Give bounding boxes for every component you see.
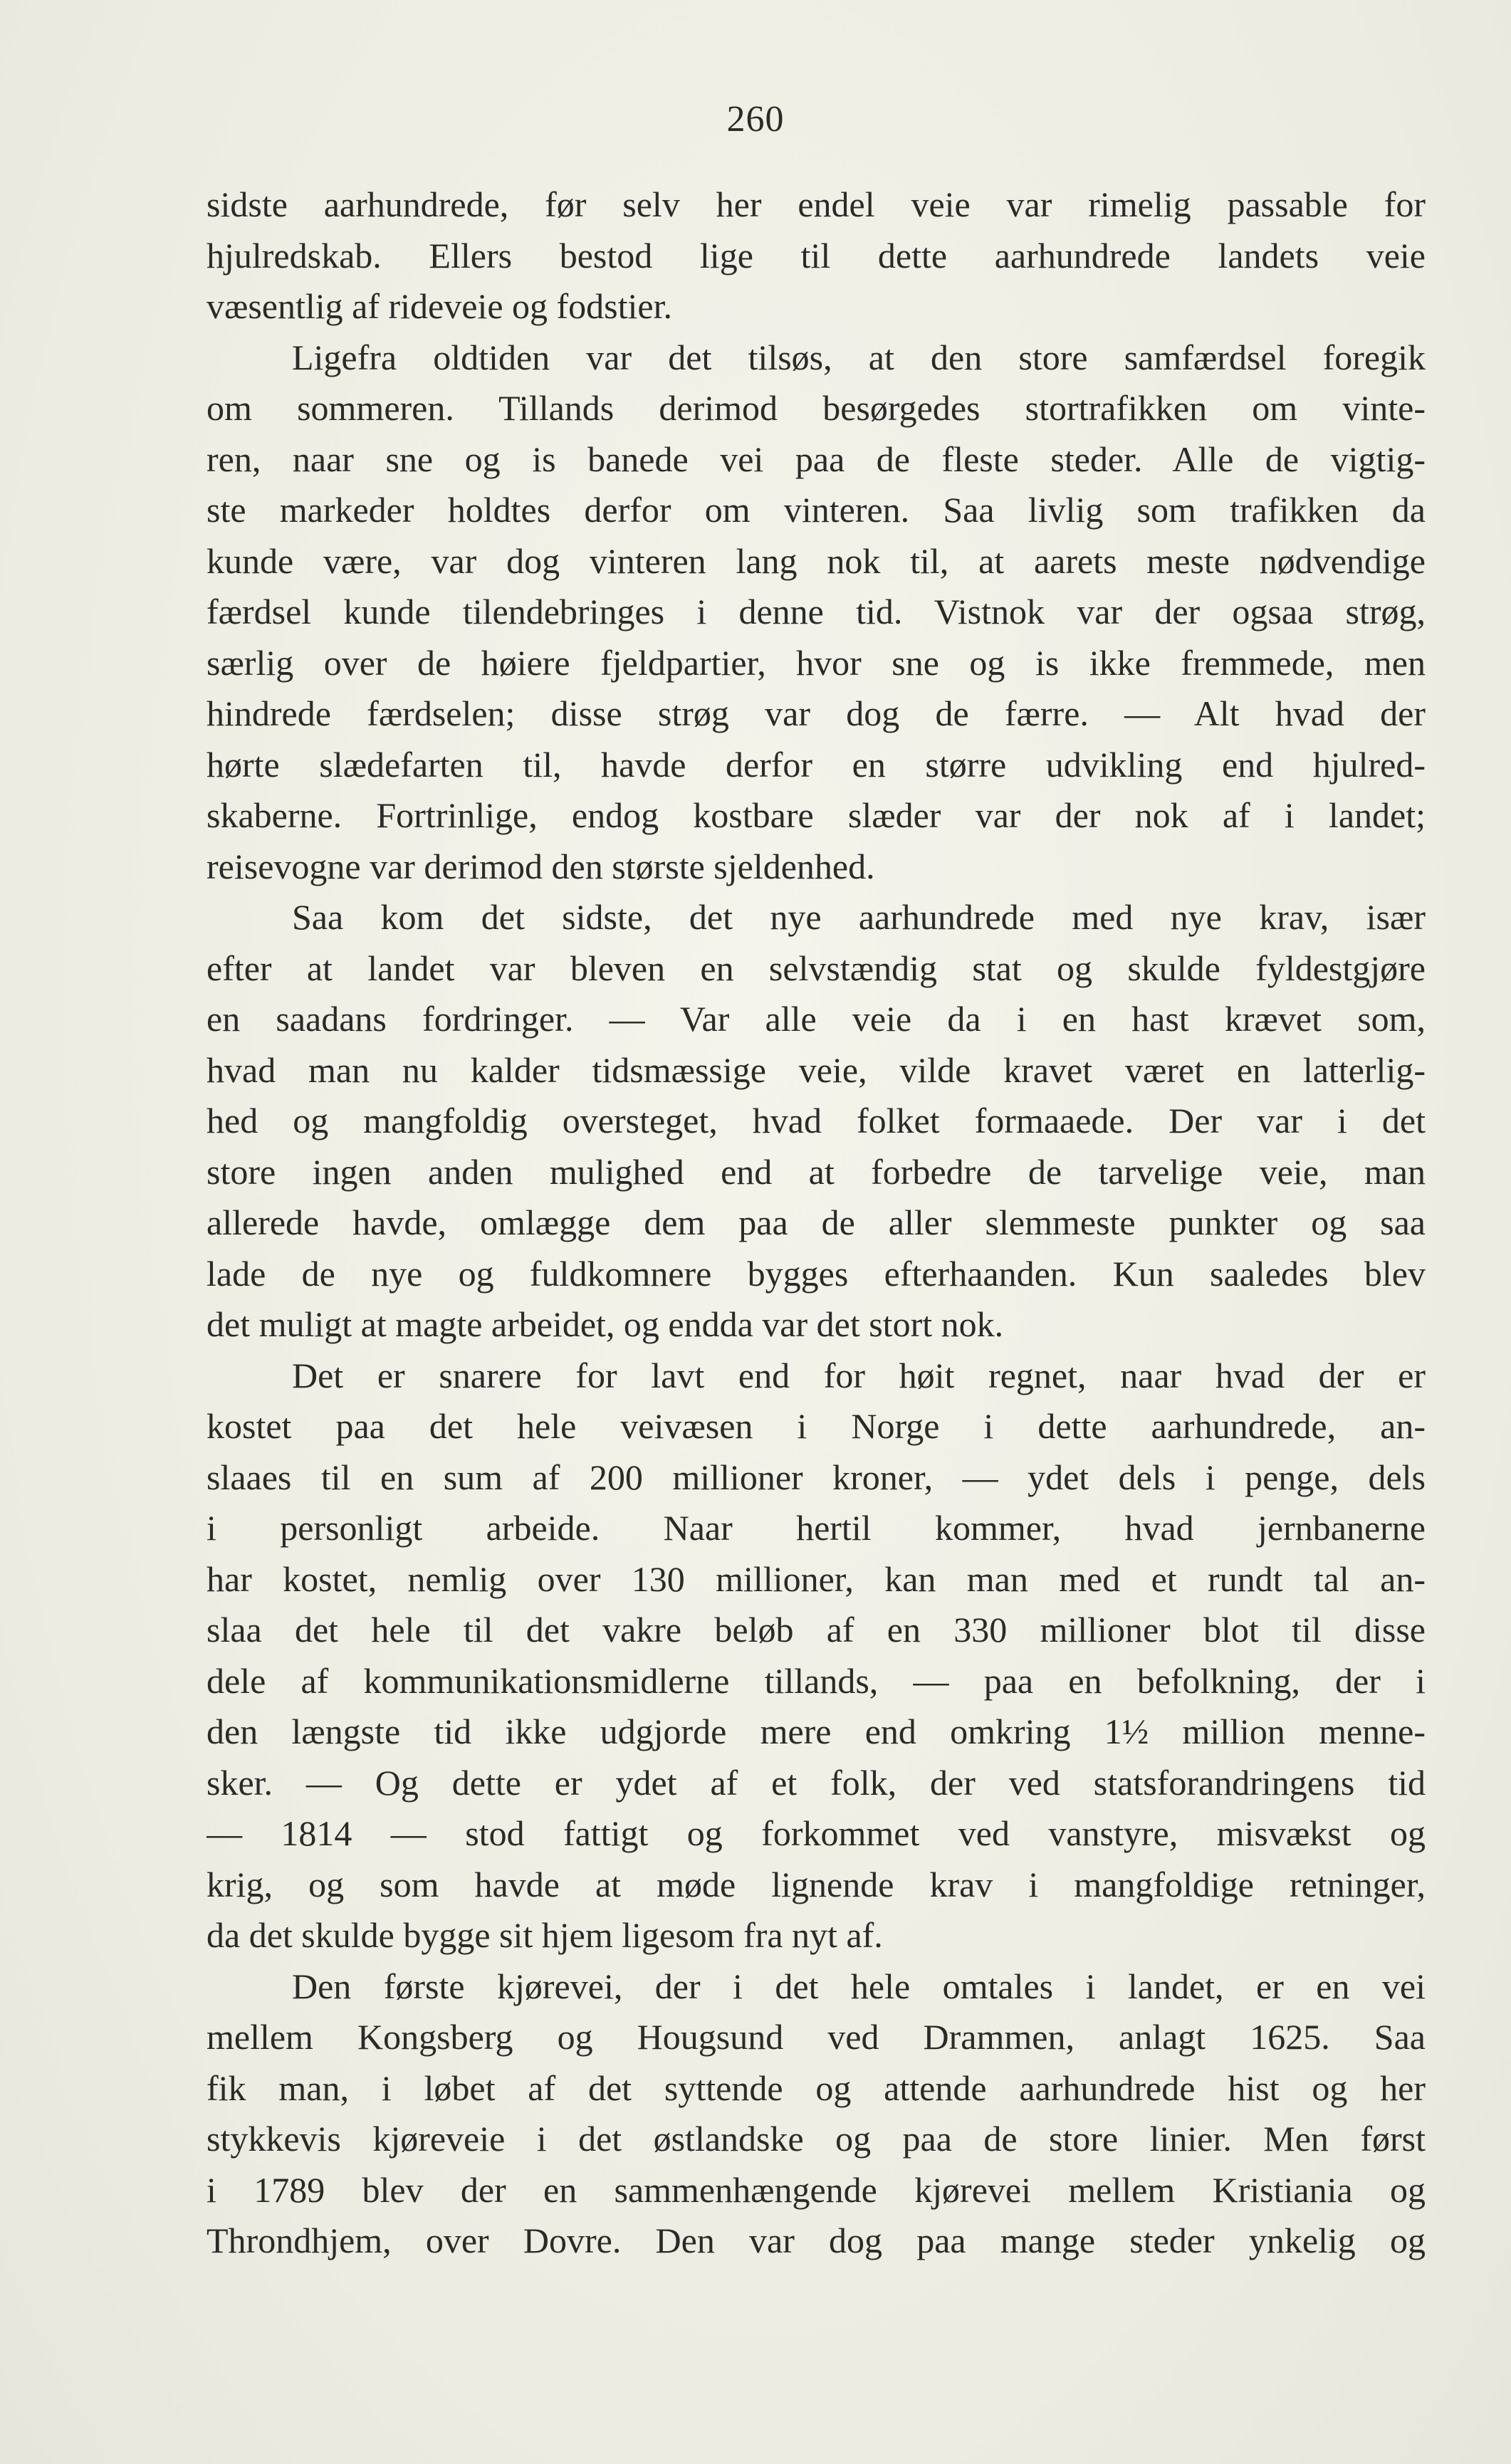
- text-line: væsentlig af rideveie og fodstier.: [206, 286, 673, 326]
- text-line: — 1814 — stod fattigt og forkommet ved vanstyre, misvækst og: [206, 1813, 1426, 1853]
- text-line: det muligt at magte arbeidet, og endda var det stort nok.: [206, 1304, 1004, 1344]
- text-line: store ingen anden mulighed end at forbedre de tarvelige veie, man: [206, 1151, 1426, 1192]
- text-line: hvad man nu kalder tidsmæssige veie, vilde kravet været en latterlig-: [206, 1049, 1426, 1090]
- text-line: Den første kjørevei, der i det hele omtales i landet, er en vei: [292, 1966, 1426, 2006]
- text-line: dele af kommunikationsmidlerne tillands, — paa en befolkning, der i: [206, 1660, 1426, 1701]
- text-line: slaa det hele til det vakre beløb af en 330 millioner blot til disse: [206, 1610, 1426, 1650]
- text-line: kostet paa det hele veivæsen i Norge i dette aarhundrede, an-: [206, 1406, 1426, 1446]
- text-line: særlig over de høiere fjeldpartier, hvor sne og is ikke fremmede, men: [206, 642, 1426, 683]
- page-number: 260: [726, 99, 785, 140]
- text-line: Saa kom det sidste, det nye aarhundrede med nye krav, især: [292, 897, 1426, 937]
- text-line: hed og mangfoldig oversteget, hvad folket formaaede. Der var i det: [206, 1101, 1426, 1141]
- text-line: stykkevis kjøreveie i det østlandske og paa de store linier. Men først: [206, 2119, 1426, 2159]
- text-line: reisevogne var derimod den største sjeldenhed.: [206, 846, 875, 886]
- text-line: har kostet, nemlig over 130 millioner, kan man med et rundt tal an-: [206, 1558, 1426, 1599]
- text-line: ren, naar sne og is banede vei paa de fleste steder. Alle de vigtig-: [206, 439, 1426, 479]
- text-line: Ligefra oldtiden var det tilsøs, at den store samfærdsel foregik: [292, 337, 1426, 377]
- text-line: hjulredskab. Ellers bestod lige til dette aarhundrede landets veie: [206, 235, 1426, 276]
- text-line: sidste aarhundrede, før selv her endel veie var rimelig passable for: [206, 184, 1426, 224]
- text-line: mellem Kongsberg og Hougsund ved Drammen, anlagt 1625. Saa: [206, 2017, 1426, 2057]
- text-line: krig, og som havde at møde lignende krav i mangfoldige retninger,: [206, 1864, 1426, 1904]
- text-line: i 1789 blev der en sammenhængende kjørevei mellem Kristiania og: [206, 2169, 1426, 2210]
- text-line: den længste tid ikke udgjorde mere end omkring 1½ million menne-: [206, 1711, 1426, 1751]
- text-line: da det skulde bygge sit hjem ligesom fra nyt af.: [206, 1915, 883, 1955]
- text-line: i personligt arbeide. Naar hertil kommer, hvad jernbanerne: [206, 1508, 1426, 1548]
- text-line: skaberne. Fortrinlige, endog kostbare slæder var der nok af i landet;: [206, 795, 1426, 835]
- text-line: slaaes til en sum af 200 millioner kroner, — ydet dels i penge, dels: [206, 1457, 1426, 1497]
- text-line: efter at landet var bleven en selvstændig stat og skulde fyldestgjøre: [206, 948, 1426, 988]
- text-line: Det er snarere for lavt end for høit regnet, naar hvad der er: [292, 1355, 1426, 1395]
- text-line: kunde være, var dog vinteren lang nok til, at aarets meste nødvendige: [206, 540, 1426, 581]
- body-text: [206, 179, 1426, 2267]
- text-line: hørte slædefarten til, havde derfor en større udvikling end hjulred-: [206, 744, 1426, 785]
- text-line: lade de nye og fuldkomnere bygges efterhaanden. Kun saaledes blev: [206, 1253, 1426, 1294]
- text-line: fik man, i løbet af det syttende og attende aarhundrede hist og her: [206, 2067, 1426, 2108]
- text-line: hindrede færdselen; disse strøg var dog de færre. — Alt hvad der: [206, 693, 1426, 733]
- text-line: færdsel kunde tilendebringes i denne tid. Vistnok var der ogsaa strøg,: [206, 592, 1426, 631]
- text-line: allerede havde, omlægge dem paa de aller slemmeste punkter og saa: [206, 1202, 1426, 1242]
- text-line: Throndhjem, over Dovre. Den var dog paa mange steder ynkelig og: [206, 2221, 1426, 2260]
- text-line: en saadans fordringer. — Var alle veie da i en hast krævet som,: [206, 999, 1426, 1039]
- text-line: ste markeder holdtes derfor om vinteren. Saa livlig som trafikken da: [206, 490, 1426, 530]
- text-line: sker. — Og dette er ydet af et folk, der ved statsforandringens tid: [206, 1762, 1426, 1803]
- text-line: om sommeren. Tillands derimod besørgedes stortrafikken om vinte-: [206, 388, 1426, 428]
